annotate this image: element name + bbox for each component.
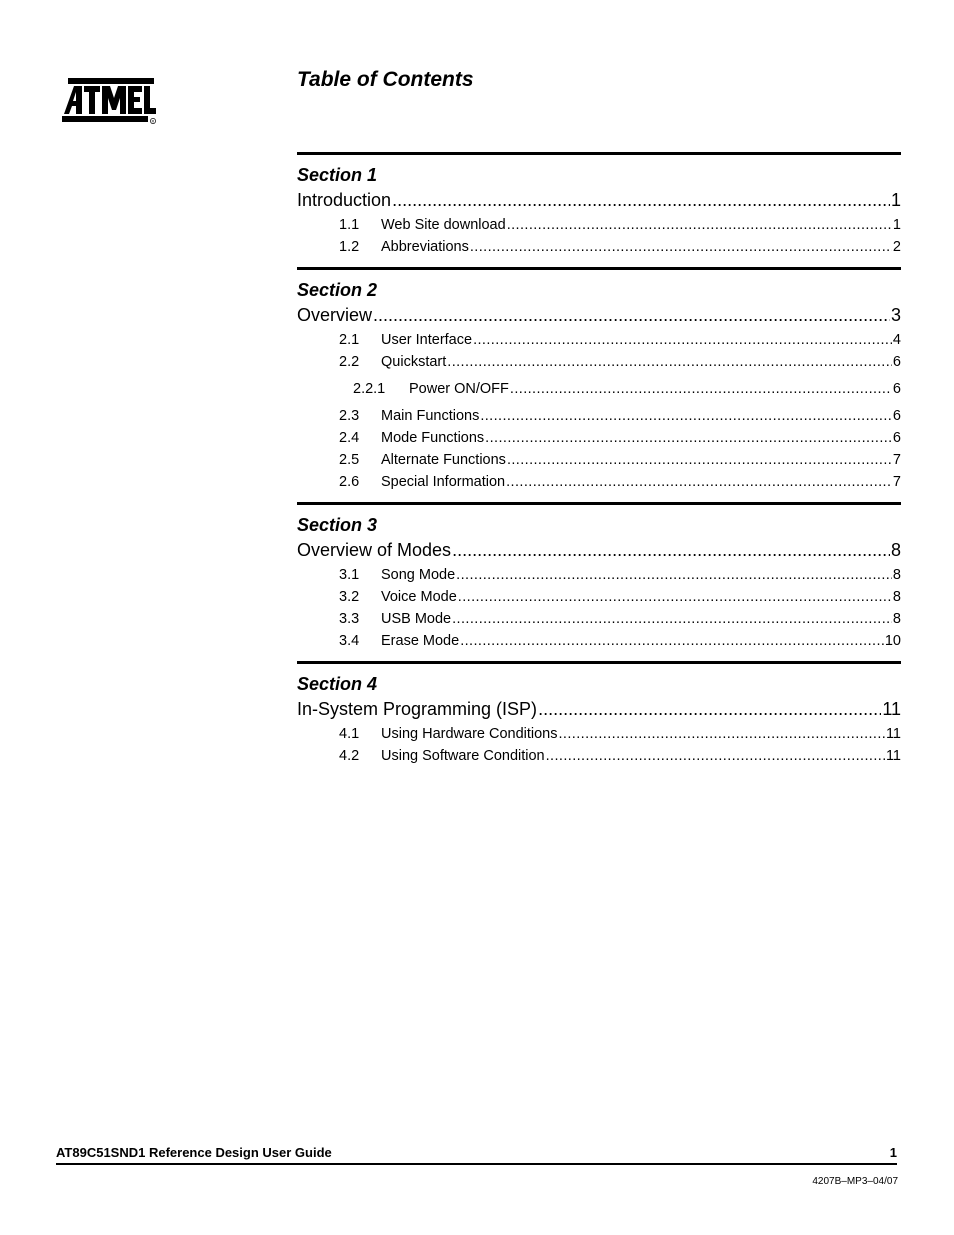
subentry-title: Quickstart: [381, 354, 447, 370]
dot-leader: [480, 405, 892, 427]
section-title: Introduction: [297, 190, 392, 210]
section-entry-link[interactable]: [297, 301, 901, 329]
toc-subentry-link[interactable]: [297, 405, 901, 427]
atmel-logo: [60, 76, 158, 124]
toc-subentry-link[interactable]: [297, 745, 901, 767]
subentry-page-number: 11: [885, 748, 901, 764]
toc-subentry-link[interactable]: [297, 630, 901, 652]
dot-leader: [538, 695, 881, 723]
toc-subentry-link[interactable]: [297, 449, 901, 471]
dot-leader: [452, 608, 892, 630]
subentry-page-number: 1: [892, 217, 901, 233]
subentry-page-number: 8: [892, 611, 901, 627]
dot-leader: [559, 723, 885, 745]
subentry-page-number: 6: [892, 354, 901, 370]
subentry-title: Power ON/OFF: [409, 381, 509, 397]
subentry-number: 3.4: [339, 633, 360, 649]
dot-leader: [470, 236, 892, 258]
subentry-number: 2.1: [339, 332, 360, 348]
subentry-number: 3.3: [339, 611, 360, 627]
toc-subentry-link[interactable]: [297, 214, 901, 236]
subentry-page-number: 6: [892, 430, 901, 446]
subentry-title: USB Mode: [381, 611, 452, 627]
toc-subentry-link[interactable]: [297, 608, 901, 630]
dot-leader: [460, 630, 884, 652]
subentry-number: 3.2: [339, 589, 360, 605]
subentry-title: Song Mode: [381, 567, 456, 583]
subentry-title: Erase Mode: [381, 633, 460, 649]
toc-section: [297, 502, 901, 652]
dot-leader: [452, 536, 890, 564]
subentry-title: User Interface: [381, 332, 473, 348]
section-label: Section 3: [297, 515, 378, 535]
subentry-title: Abbreviations: [381, 239, 469, 255]
toc-subentry-link[interactable]: [297, 351, 901, 373]
toc-subentry-link[interactable]: [297, 373, 901, 405]
dot-leader: [456, 564, 892, 586]
footer-doc-title: AT89C51SND1 Reference Design User Guide: [56, 1145, 332, 1160]
dot-leader: [373, 301, 890, 329]
section-title: In-System Programming (ISP): [297, 699, 538, 719]
subentry-page-number: 8: [892, 589, 901, 605]
subentry-number: 2.3: [339, 408, 360, 424]
subentry-page-number: 8: [892, 567, 901, 583]
dot-leader: [507, 449, 892, 471]
toc-subentry-link[interactable]: [297, 564, 901, 586]
section-entry-link[interactable]: [297, 186, 901, 214]
subentry-title: Web Site download: [381, 217, 506, 233]
dot-leader: [447, 351, 892, 373]
dot-leader: [507, 214, 892, 236]
subentry-title: Voice Mode: [381, 589, 457, 605]
subentry-number: 2.2: [339, 354, 360, 370]
section-page-number: 8: [890, 540, 901, 560]
subentry-number: 3.1: [339, 567, 360, 583]
section-page-number: 11: [882, 699, 901, 719]
toc-section: [297, 267, 901, 493]
toc-subentry-link[interactable]: [297, 471, 901, 493]
dot-leader: [485, 427, 892, 449]
subentry-page-number: 6: [892, 408, 901, 424]
subentry-number: 2.2.1: [353, 381, 386, 397]
toc-subentry-link[interactable]: [297, 329, 901, 351]
subentry-page-number: 7: [892, 474, 901, 490]
subentry-number: 4.1: [339, 726, 360, 742]
section-title: Overview of Modes: [297, 540, 452, 560]
dot-leader: [458, 586, 892, 608]
subentry-number: 4.2: [339, 748, 360, 764]
page-footer: [56, 1145, 897, 1165]
svg-text:R: R: [151, 119, 155, 124]
toc-section: [297, 152, 901, 258]
section-entry-link[interactable]: [297, 536, 901, 564]
subentry-page-number: 11: [885, 726, 901, 742]
dot-leader: [510, 373, 892, 405]
subentry-number: 1.1: [339, 217, 360, 233]
dot-leader: [546, 745, 885, 767]
subentry-number: 2.6: [339, 474, 360, 490]
toc-subentry-link[interactable]: [297, 723, 901, 745]
subentry-title: Main Functions: [381, 408, 480, 424]
subentry-page-number: 7: [892, 452, 901, 468]
section-label: Section 1: [297, 165, 378, 185]
section-label: Section 2: [297, 280, 378, 300]
dot-leader: [506, 471, 892, 493]
subentry-number: 2.4: [339, 430, 360, 446]
subentry-page-number: 4: [892, 332, 901, 348]
section-title: Overview: [297, 305, 373, 325]
subentry-title: Alternate Functions: [381, 452, 506, 468]
subentry-page-number: 6: [892, 381, 901, 397]
page-title: Table of Contents: [297, 68, 474, 91]
toc-subentry-link[interactable]: [297, 427, 901, 449]
footer-page-number: 1: [889, 1145, 897, 1160]
section-page-number: 1: [890, 190, 901, 210]
subentry-title: Using Hardware Conditions: [381, 726, 558, 742]
table-of-contents: [297, 152, 901, 776]
section-label: Section 4: [297, 674, 378, 694]
subentry-page-number: 10: [884, 633, 901, 649]
dot-leader: [473, 329, 892, 351]
subentry-number: 1.2: [339, 239, 360, 255]
toc-section: [297, 661, 901, 767]
subentry-title: Using Software Condition: [381, 748, 545, 764]
subentry-page-number: 2: [892, 239, 901, 255]
subentry-title: Special Information: [381, 474, 506, 490]
toc-subentry-link[interactable]: [297, 586, 901, 608]
subentry-title: Mode Functions: [381, 430, 485, 446]
dot-leader: [392, 186, 890, 214]
toc-subentry-link[interactable]: [297, 236, 901, 258]
subentry-number: 2.5: [339, 452, 360, 468]
document-number: 4207B–MP3–04/07: [812, 1176, 898, 1187]
section-page-number: 3: [890, 305, 901, 325]
section-entry-link[interactable]: [297, 695, 901, 723]
